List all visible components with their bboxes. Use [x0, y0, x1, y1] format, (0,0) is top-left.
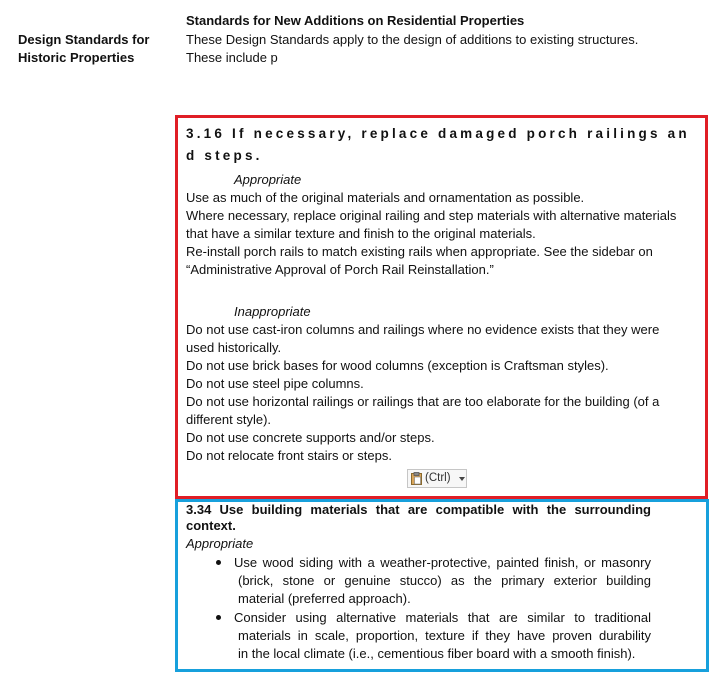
side-title-line1: Design Standards for — [18, 32, 150, 47]
inappropriate-line-3: Do not use brick bases for wood columns (exception is Craftsman styles). — [186, 358, 609, 373]
bullet2-line-2: materials in scale, proportion, texture if they have proven durability — [238, 628, 651, 643]
appropriate-label-334: Appropriate — [186, 536, 254, 551]
bullet-icon — [216, 615, 221, 620]
bullet1-line-1: Use wood siding with a weather-protective, painted finish, or masonry — [234, 555, 651, 570]
inappropriate-line-4: Do not use steel pipe columns. — [186, 376, 364, 391]
side-title-line2: Historic Properties — [18, 50, 135, 65]
inappropriate-line-5: Do not use horizontal railings or railings that are too elaborate for the building (of a — [186, 394, 660, 409]
clipboard-icon — [411, 472, 422, 485]
standard-316-heading-line1[interactable]: 3.16 If necessary, replace damaged porch railings an — [186, 126, 690, 141]
bullet2-line-1: Consider using alternative materials that are similar to traditional — [234, 610, 651, 625]
bullet1-line-2: (brick, stone or genuine stucco) as the primary exterior building — [238, 573, 651, 588]
inappropriate-line-1: Do not use cast-iron columns and railings where no evidence exists that they were — [186, 322, 660, 337]
paste-options-label: (Ctrl) — [425, 472, 451, 484]
bullet-icon — [216, 560, 221, 565]
appropriate-line-5: “Administrative Approval of Porch Rail Reinstallation.” — [186, 262, 494, 277]
standard-334-heading-line1: 3.34 Use building materials that are compatible with the surrounding — [186, 502, 651, 517]
inappropriate-line-2: used historically. — [186, 340, 282, 355]
appropriate-line-2: Where necessary, replace original railing and step materials with alternative materials — [186, 208, 677, 223]
section-title: Standards for New Additions on Residential Properties — [186, 13, 525, 28]
appropriate-label-316: Appropriate — [234, 172, 302, 187]
inappropriate-line-7: Do not use concrete supports and/or steps. — [186, 430, 435, 445]
bullet2-line-3: in the local climate (i.e., cementious fiber board with a smooth finish). — [238, 646, 636, 661]
chevron-down-icon — [459, 477, 465, 481]
inappropriate-line-6: different style). — [186, 412, 272, 427]
bullet1-line-3: material (preferred approach). — [238, 591, 411, 606]
intro-text-line2: These include p — [186, 50, 278, 65]
paste-options-button[interactable] — [407, 469, 467, 488]
inappropriate-line-8: Do not relocate front stairs or steps. — [186, 448, 392, 463]
appropriate-line-1: Use as much of the original materials and ornamentation as possible. — [186, 190, 585, 205]
standard-316-heading-line2[interactable]: d steps. — [186, 148, 263, 163]
intro-text-line1: These Design Standards apply to the design of additions to existing structures. — [186, 32, 639, 47]
appropriate-line-4: Re-install porch rails to match existing rails when appropriate. See the sidebar on — [186, 244, 653, 259]
appropriate-line-3: that have a similar texture and finish to the original materials. — [186, 226, 536, 241]
standard-334-heading-line2: context. — [186, 518, 236, 533]
inappropriate-label-316: Inappropriate — [234, 304, 311, 319]
